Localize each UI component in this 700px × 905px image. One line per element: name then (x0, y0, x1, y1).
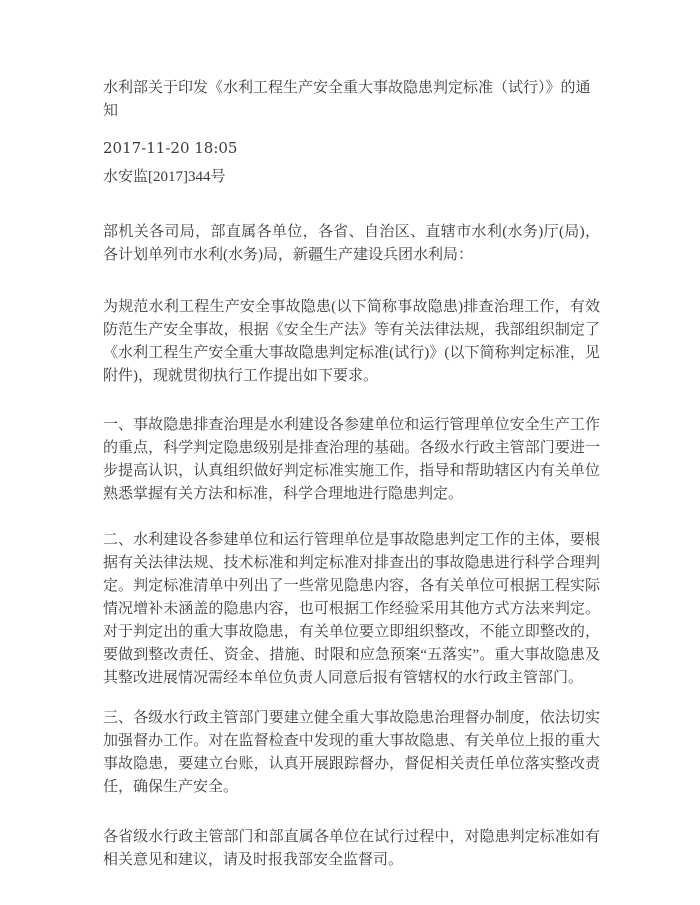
paragraph-item-1: 一、事故隐患排查治理是水利建设各参建单位和运行管理单位安全生产工作的重点，科学判定隐患级别是排查治理的基础。各级水行政主管部门要进一步提高认识，认真组织做好判定标准实施工作，指导和帮助辖区内有关单位熟悉掌握有关方法和标准，科学合理地进行隐患判定。 (103, 417, 600, 502)
paragraph-item-3: 三、各级水行政主管部门要建立健全重大事故隐患治理督办制度，依法切实加强督办工作。对在监督检查中发现的重大事故隐患、有关单位上报的重大事故隐患，要建立台账，认真开展跟踪督办，督促相关责任单位落实整改责任，确保生产安全。 (103, 710, 600, 795)
paragraph-intro: 为规范水利工程生产安全事故隐患(以下简称事故隐患)排查治理工作，有效防范生产安全事故，根据《安全生产法》等有关法律法规，我部组织制定了《水利工程生产安全重大事故隐患判定标准(试行)》(以下简称判定标准，见附件)，现就贯彻执行工作提出如下要求。 (103, 299, 600, 384)
publish-date: 2017-11-20 18:05 (103, 139, 238, 157)
paragraph-closing: 各省级水行政主管部门和部直属各单位在试行过程中，对隐患判定标准如有相关意见和建议，请及时报我部安全监督司。 (103, 829, 600, 868)
paragraph-item-2: 二、水利建设各参建单位和运行管理单位是事故隐患判定工作的主体，要根据有关法律法规、技术标准和判定标准对排查出的事故隐患进行科学合理判定。判定标准清单中列出了一些常见隐患内容，各有关单位可根据工程实际情况增补未涵盖的隐患内容，也可根据工作经验采用其他方式方法来判定。对于判定出的重大事故隐患，有关单位要立即组织整改，不能立即整改的，要做到整改责任、资金、措施、时限和应急预案“五落实”。重大事故隐患及其整改进展情况需经本单位负责人同意后报有管辖权的水行政主管部门。 (103, 532, 600, 686)
document-number: 水安监[2017]344号 (103, 169, 226, 185)
document-title: 水利部关于印发《水利工程生产安全重大事故隐患判定标准（试行）》的通知 (103, 80, 591, 119)
addressee-line: 部机关各司局，部直属各单位，各省、自治区、直辖市水利(水务)厅(局)，各计划单列市水利(水务)局，新疆生产建设兵团水利局： (103, 224, 600, 263)
